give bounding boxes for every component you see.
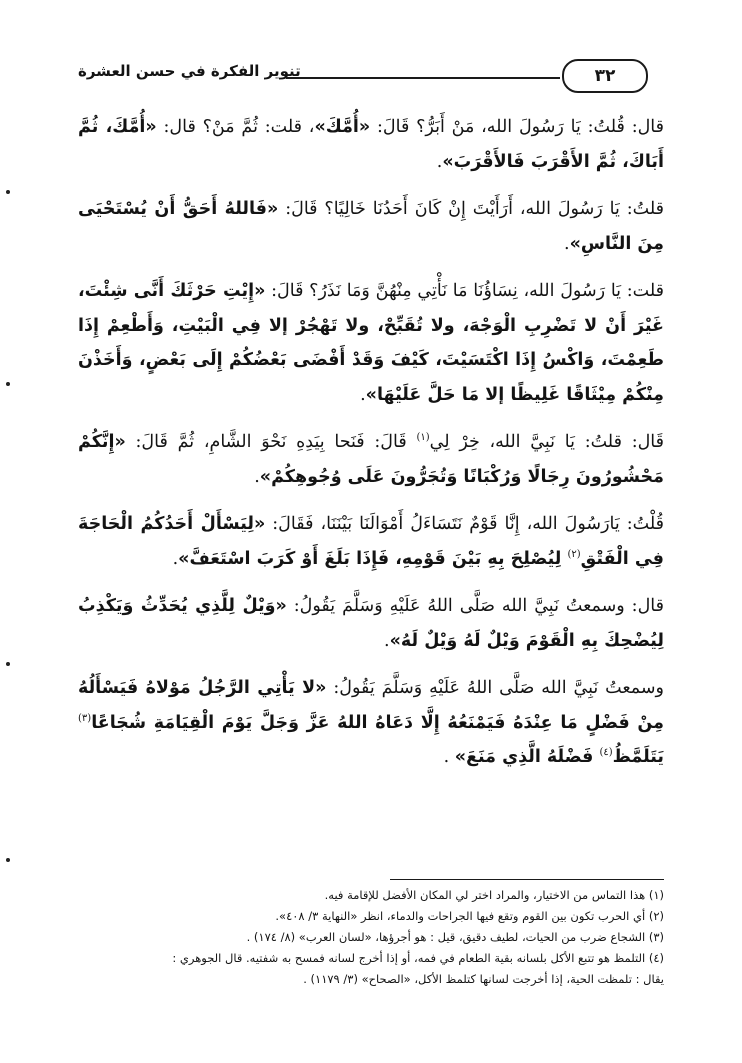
hadith-quote: «أُمَّكَ، ثُمَّ أَبَاكَ، ثُمَّ الأَقْرَبَ فَالأَقْرَبَ» [78, 117, 664, 172]
hadith-quote: «لِيَسْأَلْ أَحَدُكُمُ الْحَاجَةَ فِي الْفَتْقِ [78, 514, 664, 569]
scan-mark [6, 190, 10, 194]
footnote-1: (١) هذا التماس من الاختيار، والمراد اختر لي المكان الأفضل للإقامة فيه. [324, 888, 664, 902]
paragraph-3-text: قلت: يَا رَسُولَ الله، نِسَاؤُنَا مَا نَأْتِي مِنْهُنَّ وَمَا نَذَرُ؟ قَالَ: [265, 281, 665, 301]
paragraph-1-text: ، قلت: ثُمَّ مَنْ؟ قال: [156, 117, 315, 137]
footnote-marker: (٢) [567, 548, 581, 560]
paragraph-3-end: . [360, 384, 366, 405]
paragraph-2-text: قلتُ: يَا رَسُولَ الله، أَرَأَيْتَ إِنْ كَانَ أَحَدُنَا خَالِيًا؟ قَالَ: [278, 199, 664, 219]
body-text [78, 110, 664, 775]
hadith-quote: «إِنَّكُمْ مَحْشُورُونَ رِجَالًا وَرُكْبَانًا وَتُجَرُّونَ عَلَى وُجُوهِكُمْ» [78, 432, 664, 487]
footnote-separator [390, 879, 664, 880]
running-title: تنوير الفكرة في حسن العشرة [78, 62, 301, 80]
hadith-quote: «إِيْتِ حَرْثَكَ أَنَّى شِئْتَ، غَيْرَ أَنْ لا تَضْرِبِ الْوَجْهَ، ولا تُقَبِّحْ، ولا تَهْجُرْ إلا فِي الْبَيْتِ، وَأَطْعِمْ إِذَا طَعِمْتَ، وَاكْسُ إِذَا اكْتَسَيْتَ، كَيْفَ وَقَدْ أَفْضَى بَعْضُكُمْ إِلَى بَعْضٍ، وَأَخَذْنَ مِنْكُمْ مِيْثَاقًا غَلِيظًا إلا مَا حَلَّ عَلَيْهَا» [78, 281, 664, 405]
hadith-quote: «فَاللهُ أَحَقُّ أَنْ يُسْتَحْيَى مِنَ النَّاسِ» [78, 199, 664, 254]
paragraph-6 [78, 589, 664, 658]
paragraph-7 [78, 671, 664, 775]
paragraph-4-end: . [254, 466, 260, 487]
hadith-quote: لِيُصْلِحَ بِهِ بَيْنَ قَوْمِهِ، فَإِذَا بَلَغَ أَوْ كَرَبَ اسْتَعَفَّ» [178, 548, 568, 569]
footnote-marker: (٣) [78, 712, 92, 724]
hadith-quote: فَضْلَهُ الَّذِي مَنَعَ» [454, 747, 600, 767]
paragraph-4 [78, 425, 664, 494]
header-rule [286, 77, 560, 79]
page-header [78, 56, 662, 100]
paragraph-5 [78, 507, 664, 576]
paragraph-6-end: . [384, 630, 390, 651]
scan-mark [6, 382, 10, 386]
footnote-2: (٢) أي الحرب تكون بين القوم وتقع فيها الجراحات والدماء، انظر «النهاية ٣/ ٤٠٨». [275, 909, 664, 923]
page-number: ٣٢ [562, 59, 648, 93]
scan-mark [6, 858, 10, 862]
paragraph-7-end: . [443, 747, 455, 767]
paragraph-1-end: . [436, 151, 443, 172]
paragraph-5-text: قُلْتُ: يَارَسُولَ الله، إِنَّا قَوْمٌ نَتَسَاءَلُ أَمْوَالَنَا بَيْنَنَا، فَقَالَ: [265, 514, 664, 534]
paragraph-6-text: قال: وسمعتُ نَبِيَّ الله صَلَّى اللهُ عَلَيْهِ وَسَلَّمَ يَقُولُ: [286, 596, 664, 616]
footnote-4: (٤) التلمظ هو تتبع الأكل بلسانه بقية الطعام في فمه، أو إذا أخرج لسانه فمسح به شفتيه. قال الجوهري : [172, 951, 664, 965]
paragraph-1-text: قال: قُلتُ: يَا رَسُولَ الله، مَنْ أَبَرُّ؟ قَالَ: [370, 117, 665, 137]
paragraph-4-text: قَال: قلتُ: يَا نَبِيَّ الله، خِرْ لِي [429, 432, 665, 452]
paragraph-3 [78, 274, 664, 412]
footnote-marker: (١) [416, 432, 430, 444]
paragraph-1 [78, 110, 664, 179]
footnotes [82, 885, 664, 990]
paragraph-2 [78, 192, 664, 261]
scan-mark [6, 662, 10, 666]
footnote-3: (٣) الشجاع ضرب من الحيات، لطيف دقيق، قيل : هو أجرؤها، «لسان العرب» (٨/ ١٧٤) . [246, 930, 664, 944]
hadith-quote: «وَيْلٌ لِلَّذِي يُحَدِّثُ وَيَكْذِبُ لِيُضْحِكَ بِهِ الْقَوْمَ وَيْلٌ لَهُ وَيْلٌ لَهُ» [78, 596, 664, 651]
hadith-quote: يَتَلَمَّظُ [612, 747, 664, 767]
paragraph-4-text: قَالَ: فَنَحا بِيَدِهِ نَحْوَ الشَّامِ، ثُمَّ قَالَ: [125, 432, 417, 452]
paragraph-7-text: وسمعتُ نَبِيَّ الله صَلَّى اللهُ عَلَيْهِ وَسَلَّمَ يَقُولُ: [326, 678, 664, 698]
hadith-quote: «لا يَأْتِي الرَّجُلُ مَوْلاهُ فَيَسْأَلُهُ مِنْ فَضْلٍ مَا عِنْدَهُ فَيَمْنَعُهُ إِلَّا دَعَاهُ اللهُ عَزَّ وَجَلَّ يَوْمَ الْقِيَامَةِ شُجَاعًا [78, 678, 664, 733]
paragraph-2-end: . [564, 233, 570, 254]
hadith-quote: «أُمَّكَ» [314, 117, 371, 137]
footnote-marker: (٤) [599, 747, 613, 759]
paragraph-5-end: . [172, 548, 179, 569]
footnote-4-continued: يقال : تلمظت الحية، إذا أخرجت لسانها كتلمظ الأكل، «الصحاح» (٣/ ١١٧٩) . [303, 972, 664, 986]
